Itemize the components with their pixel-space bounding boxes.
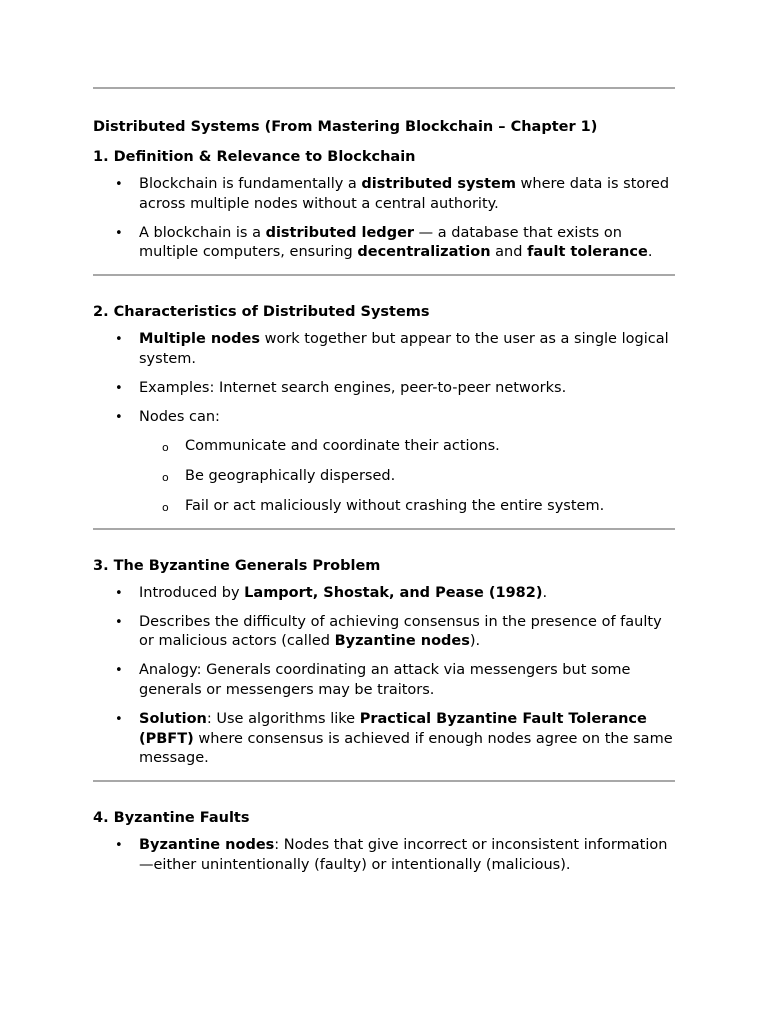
section-heading: 1. Definition & Relevance to Blockchain xyxy=(93,149,416,165)
document-page xyxy=(93,87,675,876)
bullet-icon: • xyxy=(115,225,123,241)
text-segment: where consensus is achieved if enough nodes agree on the same message. xyxy=(139,730,673,767)
text-segment: Introduced by xyxy=(139,584,245,601)
text-segment: Describes the difficulty of achieving consensus in the presence of faulty or malicious actors (called xyxy=(139,613,662,650)
list-item xyxy=(93,330,675,370)
circle-bullet-icon: o xyxy=(162,471,169,485)
section-heading: 3. The Byzantine Generals Problem xyxy=(93,557,381,574)
text-segment: and xyxy=(490,244,528,261)
text-segment: — a database that exists on multiple computers, ensuring xyxy=(139,224,622,261)
bullet-icon: • xyxy=(115,614,123,630)
list-item xyxy=(93,224,675,264)
bold-text: fault tolerance xyxy=(527,244,648,261)
bullet-icon: • xyxy=(115,585,123,601)
section-heading: 4. Byzantine Faults xyxy=(93,810,250,827)
text-segment: . xyxy=(647,244,653,261)
list-item xyxy=(93,379,675,399)
document-title: Distributed Systems (From Mastering Blockchain – Chapter 1) xyxy=(93,119,598,135)
list-item xyxy=(93,710,675,769)
text-segment: Nodes can: xyxy=(139,408,220,425)
text-segment: Blockchain is fundamentally a xyxy=(139,176,362,192)
bold-text: Practical Byzantine Fault Tolerance (PBFT) xyxy=(139,710,647,747)
horizontal-rule xyxy=(93,87,675,89)
sub-list-item xyxy=(93,437,675,457)
bullet-list xyxy=(93,584,675,769)
text-segment: : Use algorithms like xyxy=(206,710,360,727)
bold-text: Lamport, Shostak, and Pease (1982) xyxy=(244,584,543,601)
bold-text: Solution xyxy=(139,710,207,727)
bold-text: Multiple nodes xyxy=(139,331,260,348)
horizontal-rule xyxy=(93,274,675,276)
bullet-list xyxy=(93,175,675,263)
bullet-icon: • xyxy=(115,409,123,425)
text-segment: Be geographically dispersed. xyxy=(185,468,396,485)
bold-text: Byzantine nodes xyxy=(334,633,470,650)
sub-bullet-list xyxy=(93,437,675,516)
bullet-list xyxy=(93,330,675,517)
bold-text: Byzantine nodes xyxy=(139,837,275,854)
circle-bullet-icon: o xyxy=(162,441,169,455)
list-item xyxy=(93,661,675,701)
bullet-icon: • xyxy=(115,177,123,192)
text-segment: work together but appear to the user as a single logical system. xyxy=(139,331,669,367)
text-segment: Examples: Internet search engines, peer-to-peer networks. xyxy=(139,379,567,396)
sub-list-item xyxy=(93,467,675,487)
bullet-icon: • xyxy=(115,663,123,679)
list-item xyxy=(93,613,675,653)
text-segment: : Nodes that give incorrect or inconsistent information—either unintentionally (faulty) or intentionally (malicious). xyxy=(139,837,668,873)
bold-text: distributed ledger xyxy=(265,224,415,241)
text-segment: Fail or act maliciously without crashing the entire system. xyxy=(185,497,605,514)
bold-text: decentralization xyxy=(357,244,491,261)
list-item xyxy=(93,408,675,428)
bold-text: distributed system xyxy=(361,176,516,192)
section-heading: 2. Characteristics of Distributed Systems xyxy=(93,304,430,321)
list-item xyxy=(93,584,675,604)
circle-bullet-icon: o xyxy=(162,500,169,514)
bullet-icon: • xyxy=(115,332,123,348)
sub-list-item xyxy=(93,497,675,517)
bullet-icon: • xyxy=(115,838,123,854)
text-segment: ). xyxy=(469,633,481,650)
text-segment: Analogy: Generals coordinating an attack via messengers but some generals or messengers may be traitors. xyxy=(139,662,631,698)
bullet-icon: • xyxy=(115,380,123,396)
text-segment: where data is stored across multiple nodes without a central authority. xyxy=(139,176,670,212)
bullet-icon: • xyxy=(115,711,123,727)
list-item xyxy=(93,175,675,215)
text-segment: Communicate and coordinate their actions. xyxy=(185,438,500,455)
text-segment: . xyxy=(542,584,548,601)
document-body xyxy=(93,147,675,876)
list-item xyxy=(93,836,675,876)
bullet-list xyxy=(93,836,675,876)
horizontal-rule xyxy=(93,780,675,782)
horizontal-rule xyxy=(93,528,675,530)
text-segment: A blockchain is a xyxy=(139,224,266,241)
